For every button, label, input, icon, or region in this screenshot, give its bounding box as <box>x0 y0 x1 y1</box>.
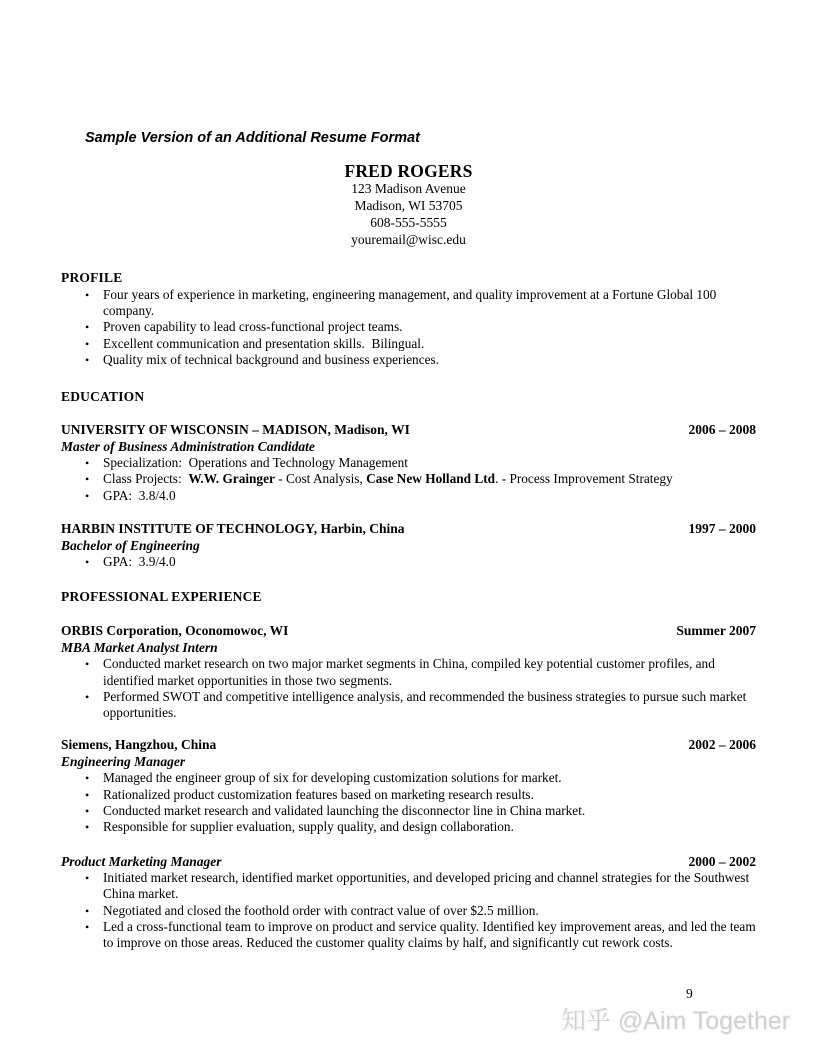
experience-bullet-text: Responsible for supplier evaluation, supply quality, and design collaboration. <box>103 819 514 835</box>
profile-bullet-text: Quality mix of technical background and business experiences. <box>103 351 440 367</box>
bullet-icon: • <box>85 657 90 672</box>
company-name: ORBIS Corporation, Oconomowoc, WI <box>61 623 289 639</box>
list-item <box>85 455 756 471</box>
bullet-icon: • <box>85 787 90 802</box>
list-item <box>85 656 756 689</box>
list-item <box>85 819 756 835</box>
bullet-icon: • <box>85 456 90 471</box>
candidate-name: FRED ROGERS <box>344 161 473 181</box>
class-projects-label: Class Projects: <box>103 471 189 487</box>
bullet-icon: • <box>85 804 90 819</box>
contact-header <box>61 162 756 249</box>
entry-dates: 2006 – 2008 <box>688 422 756 438</box>
project-desc: . - Process Improvement Strategy <box>495 471 673 487</box>
entry-header <box>61 854 756 871</box>
list-item <box>85 689 756 722</box>
entry-header <box>61 737 756 754</box>
degree-title: Master of Business Administration Candidate <box>61 438 315 454</box>
list-item <box>85 770 756 786</box>
list-item <box>85 287 756 320</box>
phone-line: 608-555-5555 <box>370 214 447 230</box>
profile-heading: PROFILE <box>61 269 123 285</box>
project-desc: - Cost Analysis, <box>274 471 367 487</box>
list-item <box>85 870 756 903</box>
list-item <box>85 919 759 952</box>
bullet-icon: • <box>85 771 90 786</box>
school-name: HARBIN INSTITUTE OF TECHNOLOGY, Harbin, China <box>61 521 405 536</box>
bullet-icon: • <box>85 689 90 704</box>
experience-bullet-text: Conducted market research on two major market segments in China, compiled key potential customer profiles, and identified market opportunities in those two segments. <box>103 656 719 688</box>
bullet-icon: • <box>85 903 90 918</box>
entry-header <box>61 623 756 640</box>
bullet-icon: • <box>85 472 90 487</box>
city-line: Madison, WI 53705 <box>354 197 463 213</box>
list-item <box>85 336 756 352</box>
entry-bullets <box>85 656 756 721</box>
entry-header <box>61 521 756 538</box>
entry-bullets <box>85 554 756 570</box>
experience-bullet-text: Initiated market research, identified market opportunities, and developed pricing and channel strategies for the Southwest China market. <box>103 870 753 902</box>
entry-bullets <box>85 770 756 835</box>
job-title: Engineering Manager <box>61 753 186 769</box>
bullet-icon: • <box>85 336 90 351</box>
experience-bullet-text: Negotiated and closed the foothold order with contract value of over $2.5 million. <box>103 902 539 918</box>
experience-bullet-text: Led a cross-functional team to improve on product and service quality. Identified key improvement areas, and led the team to improve on those areas. Reduced the customer quality claims by half, and significantly cut rework costs. <box>103 919 759 951</box>
list-item <box>85 319 756 335</box>
list-item <box>85 554 756 570</box>
entry-header <box>61 422 756 439</box>
profile-bullet-text: Proven capability to lead cross-functional project teams. <box>103 319 403 335</box>
entry-dates: 2000 – 2002 <box>688 853 756 869</box>
project-name: W.W. Grainger <box>188 471 275 487</box>
job-title: MBA Market Analyst Intern <box>61 639 218 655</box>
education-entry-uw <box>61 422 756 504</box>
profile-bullets <box>85 287 756 368</box>
job-title: Product Marketing Manager <box>61 853 222 869</box>
class-projects-text <box>103 471 756 487</box>
education-heading: EDUCATION <box>61 389 145 405</box>
education-entry-harbin <box>61 521 756 570</box>
profile-bullet-text: Four years of experience in marketing, engineering management, and quality improvement at a Fortune Global 100 company. <box>103 286 720 318</box>
sample-format-label: Sample Version of an Additional Resume Format <box>85 130 420 146</box>
list-item <box>85 488 756 504</box>
gpa-text: GPA: 3.9/4.0 <box>103 554 176 569</box>
degree-title: Bachelor of Engineering <box>61 537 200 553</box>
entry-bullets <box>85 870 759 951</box>
experience-bullet-text: Managed the engineer group of six for developing customization solutions for market. <box>103 770 562 786</box>
profile-bullet-text: Excellent communication and presentation skills. Bilingual. <box>103 335 425 351</box>
list-item <box>85 787 756 803</box>
experience-bullet-text: Conducted market research and validated launching the disconnector line in China market. <box>103 803 586 819</box>
entry-dates: Summer 2007 <box>676 623 756 639</box>
entry-dates: 1997 – 2000 <box>688 521 756 536</box>
list-item <box>85 471 756 487</box>
company-name: Siemens, Hangzhou, China <box>61 737 217 753</box>
bullet-icon: • <box>85 320 90 335</box>
bullet-icon: • <box>85 820 90 835</box>
entry-bullets <box>85 455 756 504</box>
bullet-icon: • <box>85 920 90 935</box>
bullet-icon: • <box>85 287 90 302</box>
list-item <box>85 803 756 819</box>
experience-bullet-text: Performed SWOT and competitive intelligence analysis, and recommended the business strategies to pursue such market opportunities. <box>103 688 750 721</box>
list-item <box>85 903 756 919</box>
school-name: UNIVERSITY OF WISCONSIN – MADISON, Madison, WI <box>61 422 410 438</box>
experience-entry-orbis <box>61 623 756 721</box>
email-line: youremail@wisc.edu <box>351 231 466 247</box>
experience-entry-pmm <box>61 853 759 952</box>
bullet-icon: • <box>85 488 90 503</box>
entry-dates: 2002 – 2006 <box>688 737 756 753</box>
bullet-icon: • <box>85 352 90 367</box>
list-item <box>85 352 756 368</box>
gpa-text: GPA: 3.8/4.0 <box>103 487 176 503</box>
experience-heading: PROFESSIONAL EXPERIENCE <box>61 589 262 605</box>
watermark-text: 知乎 @Aim Together <box>560 1007 790 1035</box>
experience-entry-siemens <box>61 737 756 835</box>
experience-bullet-text: Rationalized product customization features based on marketing research results. <box>103 786 534 802</box>
specialization-text: Specialization: Operations and Technology Management <box>103 455 408 471</box>
project-name: Case New Holland Ltd <box>366 471 496 487</box>
bullet-icon: • <box>85 871 90 886</box>
page-number: 9 <box>686 986 693 1001</box>
address-line: 123 Madison Avenue <box>351 181 466 196</box>
bullet-icon: • <box>85 555 90 569</box>
